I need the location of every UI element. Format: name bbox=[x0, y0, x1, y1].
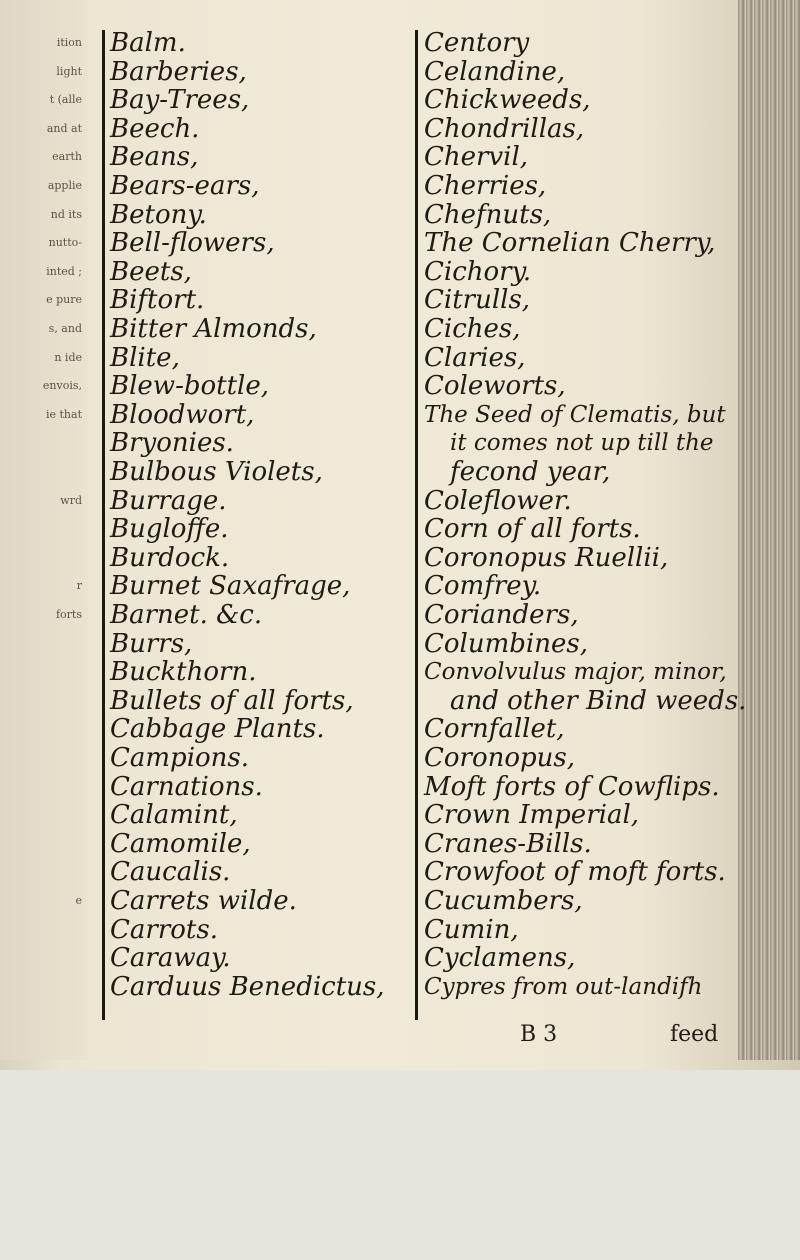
right-column-entry: Coleflower. bbox=[424, 485, 572, 516]
right-column-entry: Corn of all forts. bbox=[424, 514, 641, 545]
gutter-fragment: e bbox=[75, 894, 82, 907]
gutter-fragment: s, and bbox=[48, 322, 82, 335]
right-column-entry: it comes not up till the bbox=[450, 430, 714, 457]
left-column-entry: Bloodwort, bbox=[110, 399, 255, 430]
right-column-entry: Cucumbers, bbox=[424, 886, 583, 916]
right-column-entry: Corianders, bbox=[424, 600, 579, 630]
left-column-entry: Beets, bbox=[110, 256, 192, 287]
left-column-entry: Biftort. bbox=[110, 285, 205, 316]
right-column-entry: Centory bbox=[424, 28, 530, 58]
right-column-entry: Convolvulus major, minor, bbox=[424, 659, 727, 686]
left-column-entry: Bugloffe. bbox=[110, 514, 229, 545]
gutter-fragment: nutto- bbox=[48, 236, 82, 250]
scan-margin bbox=[0, 1070, 800, 1260]
left-column-entry: Carrets wilde. bbox=[110, 886, 297, 916]
gutter-fragment: ie that bbox=[45, 407, 82, 421]
left-column-entry: Calamint, bbox=[110, 800, 238, 831]
gutter-fragment: light bbox=[56, 64, 82, 78]
left-column-entry: Burnet Saxafrage, bbox=[110, 571, 351, 602]
right-column-entry: Crown Imperial, bbox=[424, 800, 640, 831]
left-column-entry: Bulbous Violets, bbox=[110, 457, 323, 487]
right-column-entry: Coronopus Ruellii, bbox=[424, 542, 669, 573]
left-column-entry: Bullets of all forts, bbox=[110, 685, 354, 716]
gutter-fragment: e pure bbox=[46, 293, 82, 307]
right-column-entry: The Cornelian Cherry, bbox=[424, 228, 716, 259]
right-column-entry: Cornfallet, bbox=[424, 714, 565, 745]
right-column-entry: Cypres from out-landifh bbox=[424, 973, 703, 1000]
left-column-entry: Camomile, bbox=[110, 828, 251, 859]
right-column-entry: Comfrey. bbox=[424, 571, 542, 602]
right-column-rule bbox=[415, 30, 418, 1020]
right-column-entry: Cherries, bbox=[424, 171, 547, 201]
left-column-entry: Burdock. bbox=[110, 542, 230, 573]
catchword: feed bbox=[670, 1022, 719, 1047]
left-column-entry: Balm. bbox=[110, 28, 186, 58]
right-column-entry: Ciches, bbox=[424, 314, 521, 344]
right-column-entry: Cyclamens, bbox=[424, 943, 576, 974]
right-column-entry: Cranes-Bills. bbox=[424, 828, 592, 859]
right-column-entry: Citrulls, bbox=[424, 285, 531, 316]
left-column-entry: Bitter Almonds, bbox=[110, 314, 317, 344]
left-column-entry: Campions. bbox=[110, 743, 250, 773]
left-column-entry: Beech. bbox=[110, 113, 200, 144]
right-column-entry: Chondrillas, bbox=[424, 113, 585, 144]
left-column-entry: Beans, bbox=[110, 142, 199, 173]
left-column-entry: Barnet. &c. bbox=[110, 600, 263, 630]
left-column-entry: Blite, bbox=[110, 342, 180, 373]
gutter-fragment: forts bbox=[55, 608, 82, 621]
gutter-fragment: n ide bbox=[54, 350, 82, 364]
right-column-entry: Cumin, bbox=[424, 914, 519, 945]
gutter-fragment: envois, bbox=[42, 379, 82, 393]
left-column-entry: Carnations. bbox=[110, 771, 263, 802]
right-column-entry: Crowfoot of moft forts. bbox=[424, 857, 726, 888]
left-column-entry: Cabbage Plants. bbox=[110, 714, 325, 745]
right-column-entry: Coleworts, bbox=[424, 371, 566, 402]
right-column-entry: Claries, bbox=[424, 342, 526, 373]
left-column-rule bbox=[102, 30, 105, 1020]
signature-mark: B 3 bbox=[520, 1022, 558, 1047]
left-column-entry: Bryonies. bbox=[110, 428, 234, 459]
gutter-fragment: and at bbox=[46, 121, 82, 135]
book-edge bbox=[738, 0, 800, 1060]
gutter-fragment: wrd bbox=[60, 493, 82, 507]
left-column-entry: Caucalis. bbox=[110, 857, 231, 888]
left-column-entry: Caraway. bbox=[110, 943, 231, 974]
left-column-entry: Betony. bbox=[110, 199, 207, 230]
left-column-entry: Bears-ears, bbox=[110, 171, 260, 201]
left-column-entry: Blew-bottle, bbox=[110, 371, 270, 402]
left-column-entry: Buckthorn. bbox=[110, 657, 257, 688]
gutter-fragment: applie bbox=[47, 179, 82, 192]
left-column-entry: Burrs, bbox=[110, 628, 193, 659]
right-column-entry: The Seed of Clematis, but bbox=[424, 401, 726, 428]
left-column-entry: Barberies, bbox=[110, 56, 247, 87]
gutter-fragment: inted ; bbox=[46, 264, 82, 278]
right-column-entry: and other Bind weeds. bbox=[450, 685, 747, 716]
gutter-fragment: ition bbox=[56, 36, 82, 49]
left-column-entry: Bell-flowers, bbox=[110, 228, 275, 259]
left-column-entry: Burrage. bbox=[110, 485, 227, 516]
gutter-fragment: t (alle bbox=[49, 93, 82, 107]
right-column-entry: fecond year, bbox=[450, 457, 611, 487]
right-column-entry: Coronopus, bbox=[424, 743, 576, 773]
gutter-fragment: r bbox=[76, 579, 82, 593]
right-column-entry: Chervil, bbox=[424, 142, 529, 173]
right-column-entry: Chickweeds, bbox=[424, 85, 591, 116]
right-column-entry: Celandine, bbox=[424, 56, 566, 87]
right-column-entry: Cichory. bbox=[424, 256, 532, 287]
right-column-entry: Moft forts of Cowflips. bbox=[424, 771, 720, 802]
left-column-entry: Carrots. bbox=[110, 914, 218, 945]
gutter-fragment: earth bbox=[52, 150, 82, 164]
right-column-entry: Chefnuts, bbox=[424, 199, 552, 230]
right-column-entry: Columbines, bbox=[424, 628, 588, 659]
left-column-entry: Bay-Trees, bbox=[110, 85, 250, 116]
facing-page-gutter bbox=[0, 0, 88, 1060]
left-column-entry: Carduus Benedictus, bbox=[110, 971, 385, 1002]
gutter-fragment: nd its bbox=[50, 207, 82, 221]
